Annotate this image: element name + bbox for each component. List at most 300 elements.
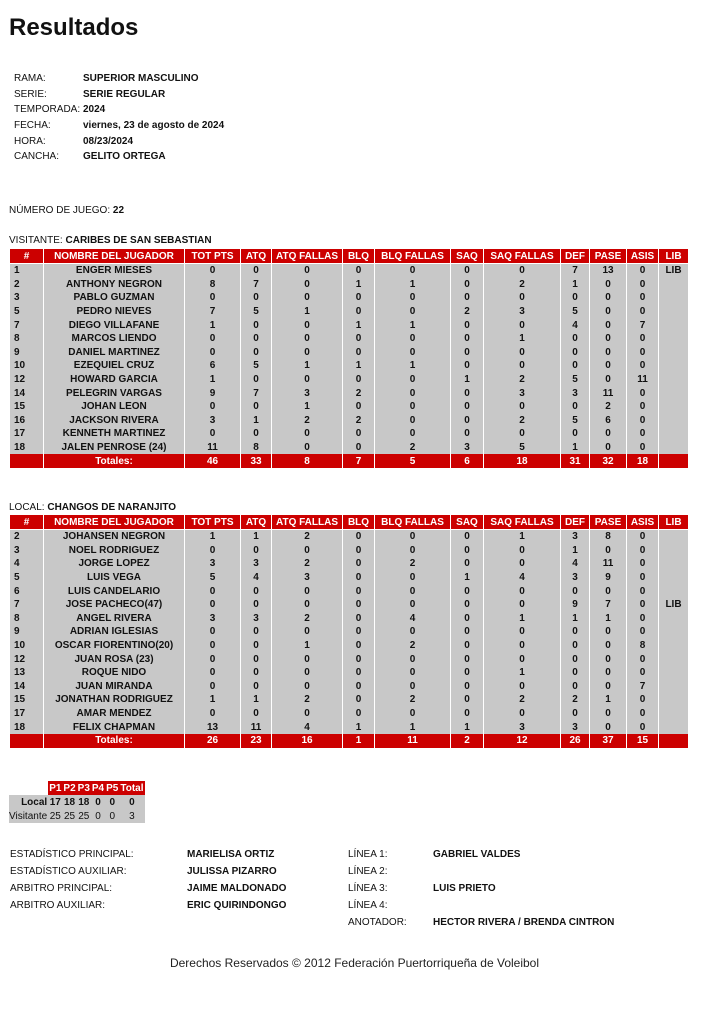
stat-cell: 0 [627, 414, 659, 428]
player-number: 10 [10, 359, 44, 373]
stat-cell: 0 [343, 346, 375, 360]
player-name: EZEQUIEL CRUZ [44, 359, 185, 373]
table-row [10, 291, 689, 305]
stat-cell: 0 [590, 639, 627, 653]
sets-team-label: Visitante [9, 810, 48, 822]
sets-header: Total [120, 782, 144, 794]
info-label: RAMA: [14, 73, 46, 85]
player-name: AMAR MENDEZ [44, 707, 185, 721]
stat-cell: 1 [451, 571, 484, 585]
stat-cell: 0 [375, 571, 451, 585]
stat-cell: 1 [484, 530, 561, 544]
stat-cell: LIB [659, 598, 689, 612]
totals-label: Totales: [44, 734, 185, 748]
stat-cell: 0 [451, 584, 484, 598]
total-cell: 37 [590, 734, 627, 748]
table-row [10, 571, 689, 585]
column-header: TOT PTS [185, 515, 241, 530]
player-number: 13 [10, 666, 44, 680]
stat-cell: 0 [627, 598, 659, 612]
stat-cell: 7 [185, 305, 241, 319]
stat-cell: 0 [343, 571, 375, 585]
stat-cell: 0 [451, 544, 484, 558]
sets-header: P4 [91, 782, 105, 794]
player-name: JORGE LOPEZ [44, 557, 185, 571]
player-name: JOSE PACHECO(47) [44, 598, 185, 612]
stat-cell: 2 [375, 693, 451, 707]
stat-cell: 0 [185, 346, 241, 360]
stat-cell: 0 [451, 414, 484, 428]
stat-cell: 5 [241, 305, 272, 319]
stat-cell: 0 [484, 680, 561, 694]
stat-cell: 5 [561, 414, 590, 428]
stat-cell: 0 [561, 332, 590, 346]
stat-cell: 0 [343, 639, 375, 653]
stat-cell: 0 [272, 652, 343, 666]
stat-cell: 3 [185, 612, 241, 626]
player-name: ROQUE NIDO [44, 666, 185, 680]
stat-cell: 0 [484, 557, 561, 571]
column-header: TOT PTS [185, 249, 241, 264]
stat-cell: 0 [451, 639, 484, 653]
stat-cell: 1 [343, 359, 375, 373]
stat-cell: 0 [451, 332, 484, 346]
player-number: 15 [10, 693, 44, 707]
stat-cell: 0 [561, 427, 590, 441]
stat-cell: 0 [484, 359, 561, 373]
stat-cell [659, 530, 689, 544]
stat-cell: 0 [484, 264, 561, 278]
stat-cell: 3 [185, 557, 241, 571]
stat-cell: 1 [451, 720, 484, 734]
stat-cell: 0 [185, 680, 241, 694]
stat-cell [659, 427, 689, 441]
game-info [14, 71, 224, 165]
stat-cell: 0 [241, 544, 272, 558]
stat-cell: 0 [272, 680, 343, 694]
column-header: LIB [659, 249, 689, 264]
stat-cell: 0 [241, 584, 272, 598]
local-label: LOCAL: [9, 502, 45, 513]
stat-cell: 1 [484, 612, 561, 626]
local-team-label [9, 502, 176, 513]
player-name: JUAN MIRANDA [44, 680, 185, 694]
table-row [10, 680, 689, 694]
stat-cell: 7 [241, 278, 272, 292]
stat-cell: 0 [451, 625, 484, 639]
player-name: FELIX CHAPMAN [44, 720, 185, 734]
stat-cell: 0 [375, 598, 451, 612]
stat-cell: 0 [627, 584, 659, 598]
table-row [10, 359, 689, 373]
info-value: GELITO ORTEGA [83, 151, 166, 163]
stat-cell: 0 [343, 427, 375, 441]
stat-cell: 2 [561, 693, 590, 707]
stat-cell: 0 [590, 346, 627, 360]
stat-cell: 4 [561, 557, 590, 571]
stat-cell: 0 [451, 291, 484, 305]
stat-cell: 6 [185, 359, 241, 373]
stat-cell: 0 [627, 693, 659, 707]
total-cell: 18 [627, 454, 659, 468]
stat-cell: 2 [343, 414, 375, 428]
stat-cell: 0 [343, 291, 375, 305]
stat-cell: 0 [272, 278, 343, 292]
stat-cell [659, 707, 689, 721]
player-name: ADRIAN IGLESIAS [44, 625, 185, 639]
table-row [10, 386, 689, 400]
stat-cell: 0 [272, 291, 343, 305]
stat-cell: 0 [561, 400, 590, 414]
stat-cell [659, 720, 689, 734]
stat-cell [659, 278, 689, 292]
stat-cell: 0 [343, 441, 375, 455]
official-name: HECTOR RIVERA / BRENDA CINTRON [433, 917, 615, 928]
sets-header [9, 781, 48, 795]
player-number: 3 [10, 544, 44, 558]
stat-cell: 1 [484, 666, 561, 680]
stat-cell: 2 [484, 414, 561, 428]
column-header: BLQ [343, 249, 375, 264]
player-number: 16 [10, 414, 44, 428]
player-number: 17 [10, 427, 44, 441]
stat-cell: 0 [561, 584, 590, 598]
stat-cell: 3 [185, 414, 241, 428]
stat-cell: 1 [375, 359, 451, 373]
stat-cell: 0 [590, 359, 627, 373]
stat-cell: 0 [590, 373, 627, 387]
officials-left [10, 846, 286, 914]
stat-cell: 0 [590, 427, 627, 441]
total-cell: 7 [343, 454, 375, 468]
table-row [10, 584, 689, 598]
stat-cell: 5 [561, 373, 590, 387]
stat-cell [659, 373, 689, 387]
player-name: PABLO GUZMAN [44, 291, 185, 305]
stat-cell: 0 [451, 427, 484, 441]
official-role: ARBITRO PRINCIPAL: [10, 883, 113, 894]
stat-cell: 9 [185, 386, 241, 400]
stat-cell: 0 [627, 386, 659, 400]
sets-header: P3 [77, 782, 90, 794]
official-row [10, 863, 286, 880]
table-row [10, 557, 689, 571]
total-cell: 2 [451, 734, 484, 748]
official-role: ESTADÍSTICO PRINCIPAL: [10, 849, 134, 860]
stat-cell: 0 [375, 680, 451, 694]
stat-cell: 11 [590, 386, 627, 400]
stat-cell: 0 [590, 584, 627, 598]
player-number: 8 [10, 332, 44, 346]
stat-cell: 0 [627, 612, 659, 626]
stat-cell: 2 [590, 400, 627, 414]
table-row [10, 278, 689, 292]
sets-row [9, 809, 145, 823]
stat-cell: 0 [561, 666, 590, 680]
stat-cell: 1 [241, 693, 272, 707]
stat-cell: 9 [590, 571, 627, 585]
stat-cell: 9 [561, 598, 590, 612]
column-header: SAQ [451, 515, 484, 530]
officials-right [348, 846, 614, 931]
stat-cell: 0 [561, 680, 590, 694]
official-role: LÍNEA 1: [348, 849, 388, 860]
stat-cell: 1 [561, 544, 590, 558]
stat-cell: 0 [185, 639, 241, 653]
stat-cell: 5 [241, 359, 272, 373]
total-cell: 6 [451, 454, 484, 468]
player-name: DIEGO VILLAFANE [44, 318, 185, 332]
stat-cell: 11 [241, 720, 272, 734]
stat-cell: 3 [484, 720, 561, 734]
sets-cell: 0 [105, 809, 119, 823]
stat-cell: 0 [451, 680, 484, 694]
stat-cell: 0 [561, 707, 590, 721]
table-row [10, 318, 689, 332]
table-row [10, 414, 689, 428]
total-cell: 5 [375, 454, 451, 468]
stat-cell: 0 [241, 291, 272, 305]
stat-cell: 0 [241, 625, 272, 639]
stat-cell: 7 [590, 598, 627, 612]
stat-cell [659, 414, 689, 428]
official-role: ANOTADOR: [348, 917, 407, 928]
stat-cell: 0 [627, 666, 659, 680]
stat-cell: 1 [185, 373, 241, 387]
stat-cell [659, 441, 689, 455]
stat-cell: 0 [561, 625, 590, 639]
official-row [10, 880, 286, 897]
stat-cell: 0 [241, 652, 272, 666]
stat-cell: 0 [561, 346, 590, 360]
table-row [10, 598, 689, 612]
player-number: 5 [10, 305, 44, 319]
stat-cell: 1 [185, 530, 241, 544]
info-label: SERIE: [14, 88, 47, 100]
stat-cell: 0 [241, 346, 272, 360]
stat-cell [659, 386, 689, 400]
column-header: BLQ [343, 515, 375, 530]
info-row [14, 118, 224, 134]
player-number: 17 [10, 707, 44, 721]
sets-cell: 0 [105, 795, 119, 809]
column-header: DEF [561, 515, 590, 530]
info-value: 08/23/2024 [83, 135, 134, 147]
stat-cell: 1 [272, 359, 343, 373]
stat-cell: 6 [590, 414, 627, 428]
stat-cell: 0 [343, 530, 375, 544]
info-label: FECHA: [14, 120, 51, 132]
player-name: JUAN ROSA (23) [44, 652, 185, 666]
player-name: HOWARD GARCIA [44, 373, 185, 387]
stat-cell: 0 [627, 441, 659, 455]
stat-cell: 0 [451, 612, 484, 626]
player-name: JACKSON RIVERA [44, 414, 185, 428]
stat-cell: 0 [451, 318, 484, 332]
info-row [14, 102, 224, 118]
stat-cell: 1 [272, 639, 343, 653]
stat-cell [659, 652, 689, 666]
stat-cell: 0 [272, 264, 343, 278]
stat-cell: 1 [343, 720, 375, 734]
total-cell: 12 [484, 734, 561, 748]
official-name: LUIS PRIETO [433, 883, 496, 894]
stat-cell: 1 [185, 693, 241, 707]
stat-cell [659, 305, 689, 319]
info-row [14, 87, 224, 103]
stat-cell: 0 [590, 318, 627, 332]
stat-cell: 1 [343, 318, 375, 332]
player-number: 10 [10, 639, 44, 653]
total-cell: 15 [627, 734, 659, 748]
stat-cell: 0 [375, 264, 451, 278]
stat-cell: 0 [241, 666, 272, 680]
player-name: JOHAN LEON [44, 400, 185, 414]
stat-cell: 8 [590, 530, 627, 544]
stat-cell: 1 [375, 278, 451, 292]
stat-cell: 0 [627, 291, 659, 305]
stat-cell: 0 [343, 693, 375, 707]
stat-cell: 0 [451, 278, 484, 292]
stat-cell: 13 [590, 264, 627, 278]
stat-cell: 0 [375, 305, 451, 319]
table-row [10, 441, 689, 455]
stat-cell [659, 571, 689, 585]
stat-cell: 3 [484, 386, 561, 400]
total-cell: 46 [185, 454, 241, 468]
stat-cell: 0 [241, 707, 272, 721]
stat-cell: 0 [185, 598, 241, 612]
player-number: 12 [10, 652, 44, 666]
stat-cell: 4 [272, 720, 343, 734]
stat-cell: 0 [451, 707, 484, 721]
column-header: # [10, 515, 44, 530]
stat-cell: 3 [561, 530, 590, 544]
stat-cell: 0 [561, 359, 590, 373]
stat-cell: 0 [375, 530, 451, 544]
stat-cell: 3 [484, 305, 561, 319]
stat-cell: 5 [185, 571, 241, 585]
info-row [14, 71, 224, 87]
official-row [10, 897, 286, 914]
stat-cell: 0 [343, 584, 375, 598]
stat-cell: 0 [484, 427, 561, 441]
stat-cell: 0 [272, 584, 343, 598]
stat-cell: 0 [343, 612, 375, 626]
stat-cell: 0 [627, 305, 659, 319]
stat-cell: 0 [241, 264, 272, 278]
stat-cell: 3 [451, 441, 484, 455]
official-name: MARIELISA ORTIZ [187, 849, 275, 860]
stat-cell: 0 [375, 544, 451, 558]
table-row [10, 530, 689, 544]
stat-cell: 0 [375, 707, 451, 721]
official-role: LÍNEA 4: [348, 900, 388, 911]
total-cell: 1 [343, 734, 375, 748]
column-header: LIB [659, 515, 689, 530]
stat-cell: 0 [375, 584, 451, 598]
stat-cell: 0 [375, 332, 451, 346]
stat-cell: 11 [185, 441, 241, 455]
stat-cell: 0 [272, 598, 343, 612]
stat-cell: 0 [272, 441, 343, 455]
stat-cell: 8 [627, 639, 659, 653]
player-number: 6 [10, 584, 44, 598]
stat-cell: 1 [343, 278, 375, 292]
stat-cell: 1 [590, 693, 627, 707]
player-name: JOHANSEN NEGRON [44, 530, 185, 544]
player-name: NOEL RODRIGUEZ [44, 544, 185, 558]
stat-cell: 0 [375, 373, 451, 387]
column-header: ASIS [627, 249, 659, 264]
column-header: ATQ FALLAS [272, 249, 343, 264]
stat-cell: 4 [561, 318, 590, 332]
player-name: DANIEL MARTINEZ [44, 346, 185, 360]
stat-cell: 0 [451, 400, 484, 414]
stat-cell: 0 [451, 666, 484, 680]
player-name: KENNETH MARTINEZ [44, 427, 185, 441]
stat-cell: 1 [561, 278, 590, 292]
total-cell: 32 [590, 454, 627, 468]
stat-cell: 1 [561, 612, 590, 626]
stat-cell: 0 [272, 346, 343, 360]
stat-cell: 0 [272, 544, 343, 558]
stat-cell [659, 332, 689, 346]
table-row [10, 625, 689, 639]
game-number [9, 205, 124, 216]
total-cell: 26 [561, 734, 590, 748]
player-name: PEDRO NIEVES [44, 305, 185, 319]
local-stats-table [9, 514, 689, 748]
player-name: ANTHONY NEGRON [44, 278, 185, 292]
stat-cell: 0 [484, 346, 561, 360]
player-name: JONATHAN RODRIGUEZ [44, 693, 185, 707]
stat-cell: 7 [627, 318, 659, 332]
column-header: ASIS [627, 515, 659, 530]
player-number: 15 [10, 400, 44, 414]
stat-cell: 4 [484, 571, 561, 585]
stat-cell: 2 [272, 530, 343, 544]
stat-cell: 0 [561, 291, 590, 305]
stat-cell: 0 [241, 680, 272, 694]
stat-cell: 0 [590, 720, 627, 734]
total-cell: 31 [561, 454, 590, 468]
stat-cell: 0 [561, 639, 590, 653]
stat-cell: 0 [590, 441, 627, 455]
stat-cell: 2 [272, 557, 343, 571]
visitor-team-label [9, 235, 212, 246]
stat-cell: 1 [590, 612, 627, 626]
stat-cell: 0 [375, 625, 451, 639]
stat-cell: 0 [343, 400, 375, 414]
stat-cell: 5 [561, 305, 590, 319]
player-name: LUIS CANDELARIO [44, 584, 185, 598]
column-header: BLQ FALLAS [375, 249, 451, 264]
total-cell: 16 [272, 734, 343, 748]
table-row [10, 544, 689, 558]
table-row [10, 666, 689, 680]
total-cell: 26 [185, 734, 241, 748]
sets-cell: 0 [91, 795, 105, 809]
stat-cell: 0 [185, 625, 241, 639]
stat-cell: 1 [241, 530, 272, 544]
total-cell: 23 [241, 734, 272, 748]
player-name: OSCAR FIORENTINO(20) [44, 639, 185, 653]
stat-cell: 0 [343, 707, 375, 721]
stat-cell: 0 [627, 264, 659, 278]
stat-cell: 0 [627, 557, 659, 571]
stat-cell: 0 [484, 318, 561, 332]
